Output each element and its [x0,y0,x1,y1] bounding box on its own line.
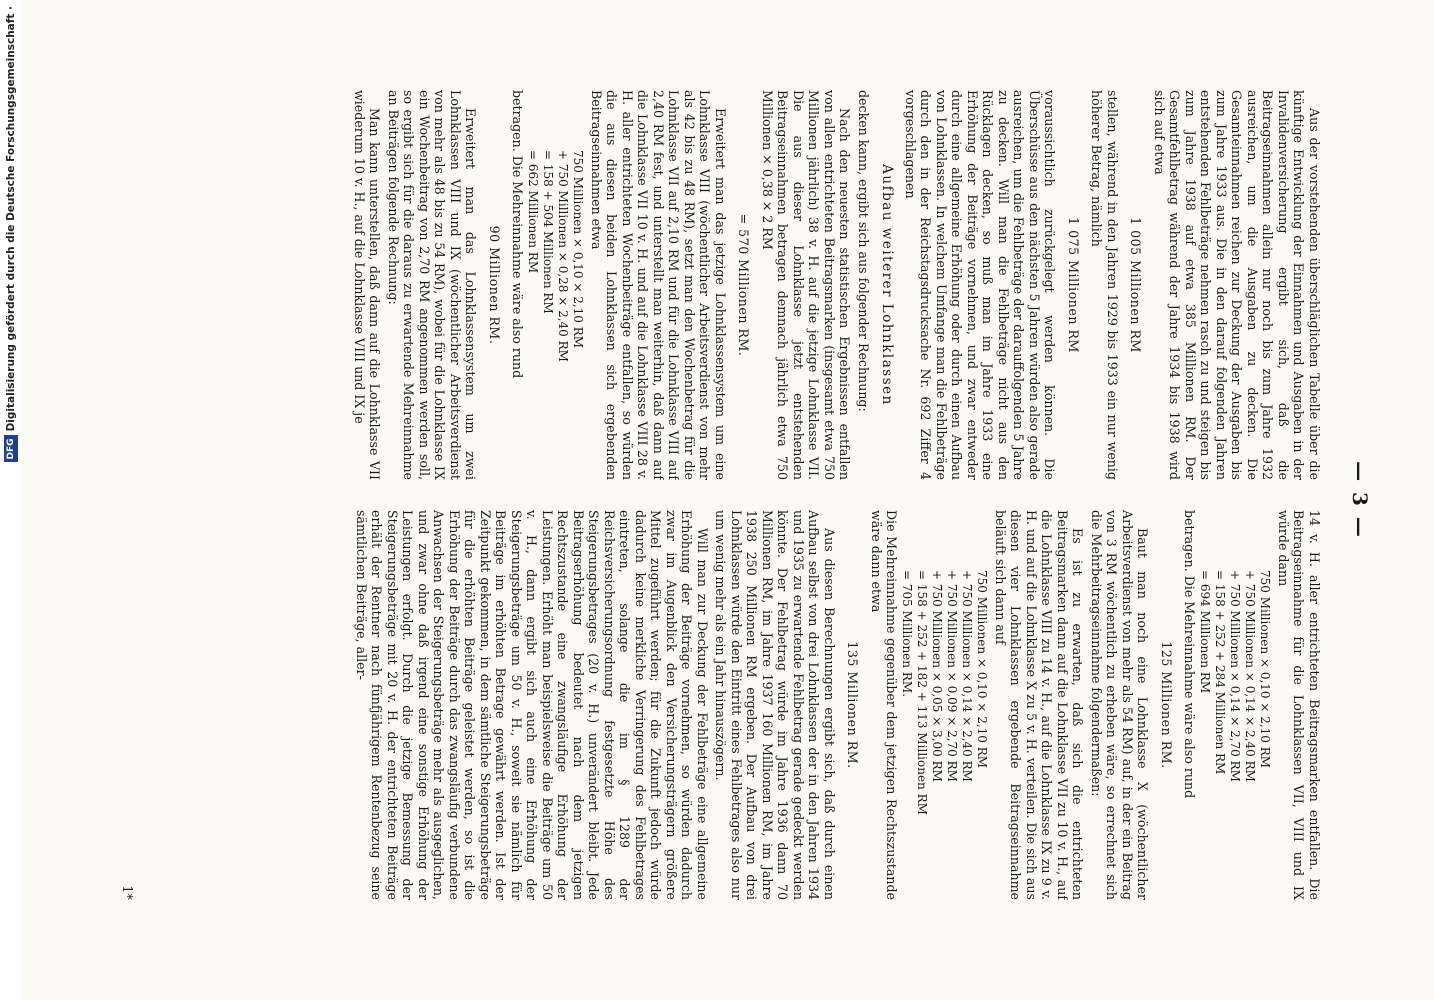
equation-line: = 158 + 252 + 182 + 113 Millionen RM [915,570,930,815]
paragraph: Erweitert man das jetzige Lohnklassensystem um eine Lohnklasse VIII (wöchentlicher Arbeitsverdienst von mehr als 42 bis zu 48 RM), setzt man den Wochenbetrag für die Lohnklasse VII auf 2,10 RM und für die Lohnklasse VIII auf 2,40 RM fest, und unterstellt man weiterhin, daß dann auf die Lohnklasse VII 10 v. H. und auf die Lohnklasse VIII 28 v. H. aller entrichteten Wochenbeiträge entfallen, so würden die aus diesen beiden Lohnklassen sich ergebenden Beitragseinnahmen etwa [589,90,728,480]
paragraph: Nach den neuesten statistischen Ergebnissen entfallen von allen entrichteten Beitragsmarken (insgesamt etwa 750 Millionen jährlich) 38 v. H. auf die jetzige Lohnklasse VII. Die aus dieser Lohnklasse jetzt entstehenden Beitragseinnahmen betragen demnach jährlich etwa 750 Millionen × 0,38 × 2 RM [760,90,853,480]
paragraph: Die Mehreinnahme gegenüber dem jetzigen Rechtszustande wäre dann etwa [869,510,900,900]
credit-strip [0,0,22,1000]
equation-line: = 662 Millionen RM [526,150,541,274]
paragraph: voraussichtlich zurückgelegt werden können. Die Überschüsse aus den nächsten 5 Jahren würden also gerade ausreichen, um die Fehlbeträge der darauffolgenden 5 Jahre zu decken. Will man die Fehlbeträge nicht aus den Rücklagen decken, so muß man im Jahre 1933 eine Erhöhung der Beiträge vornehmen, und zwar entweder durch eine allgemeine Erhöhung oder durch einen Aufbau von Lohnklassen. In welchem Umfange man die Fehlbeträge durch den in der Reichstagsdrucksache Nr. 692 Ziffer 4 vorgeschlagenen [903,90,1058,480]
right-column [172,510,1322,900]
left-column [172,90,1322,480]
signature-mark: 1* [119,885,134,900]
paragraph: Baut man noch eine Lohnklasse X (wöchentlicher Arbeitsverdienst von mehr als 54 RM) auf, in der ein Beitrag von 3 RM wöchentlich zu erheben wäre, so errechnet sich die Mehrbeitragseinnahme folgendermaßen: [1089,510,1151,900]
paragraph: Aus der vorstehenden überschläglichen Tabelle über die künftige Entwicklung der Einnahmen und Ausgaben in der Invalidenversicherung ergibt sich, daß die Beitragseinnahmen allein nur noch bis zum Jahre 1932 ausreichen, um die Ausgaben zu decken. Die Gesamteinnahmen reichen zur Deckung der Ausgaben bis zum Jahre 1933 aus. Die in den darauf folgenden Jahren entstehenden Fehlbeträge nehmen rasch zu und steigen bis zum Jahre 1938 auf etwa 385 Millionen RM. Der Gesamtfehlbetrag während der Jahre 1934 bis 1938 wird sich auf etwa [1152,90,1322,480]
equation-line: + 750 Millionen × 0,28 × 2,40 RM [556,150,571,362]
equation-line: = 158 + 504 Millionen RM [541,150,556,314]
page-number: — 3 — [1348,461,1372,539]
amount: 135 Millionen RM. [845,641,861,769]
equation-block [526,90,586,480]
equation-line: = 705 Millionen RM. [900,570,915,697]
equation-line: + 750 Millionen × 0,09 × 2,70 RM [945,570,960,782]
equation-line: = 158 + 252 + 284 Millionen RM [1213,570,1228,775]
equation-block [1198,510,1273,900]
equation-block [900,510,990,900]
paragraph: Es ist zu erwarten, daß sich die entrichteten Beitragsmarken dann auf die Lohnklasse VII zu 10 v. H., auf die Lohnklasse VIII zu 14 v. H., auf die Lohnklasse IX zu 9 v. H. und auf die Lohnklasse X zu 5 v. H. verteilen. Die sich aus diesen vier Lohnklassen ergebende Beitragseinnahme beläuft sich dann auf [993,510,1086,900]
paragraph: stellen, während in den Jahren 1929 bis 1933 ein nur wenig höherer Betrag, nämlich [1089,90,1120,480]
paragraph: decken kann, ergibt sich aus folgender Rechnung: [856,90,871,412]
equation-line: + 750 Millionen × 0,14 × 2,40 RM [1243,570,1258,782]
amount: = 570 Millionen RM. [736,213,752,357]
dfg-logo-icon: DFG [4,435,18,462]
equation-line: 750 Millionen × 0,10 × 2,10 RM [1258,570,1273,769]
equation-line: + 750 Millionen × 0,14 × 2,70 RM [1228,570,1243,782]
paragraph: Man kann unterstellen, daß dann auf die Lohnklasse VII wiederum 10 v. H., auf die Lohnklasse VIII und IX je [352,90,383,480]
equation-line: = 694 Millionen RM [1198,570,1213,694]
equation-line: + 750 Millionen × 0,05 × 3,00 RM [930,570,945,782]
amount: 1 005 Millionen RM [1128,217,1144,353]
amount: 125 Millionen RM. [1159,641,1174,769]
section-heading: Aufbau weiterer Lohnklassen [879,164,896,406]
equation-line: + 750 Millionen × 0,14 × 2,40 RM [960,570,975,782]
paragraph: 14 v. H. aller entrichteten Beitragsmarken entfallen. Die Beitragseinnahme für die Lohnklassen VII, VIII und IX würde dann [1276,510,1322,900]
paragraph: Erweitert man das Lohnklassensystem um zwei Lohnklassen VIII und IX (wöchentlicher Arbeitsverdienst von mehr als 48 bis zu 54 RM), wobei für die Lohnklasse IX ein Wochenbeitrag von 2,70 RM angenommen werden soll, so ergibt sich für die daraus zu erwartende Mehreinnahme an Beiträgen folgende Rechnung: [386,90,479,480]
paragraph: Will man zur Deckung der Fehlbeträge eine allgemeine Erhöhung der Beiträge vornehmen, so würden dadurch zwar im Augenblick den Versicherungsträgern größere Mittel zugeführt werden; für die Zukunft jedoch würde dadurch keine merkliche Verringerung des Fehlbetrages eintreten, solange die im § 1289 der Reichsversicherungsordnung festgesetzte Höhe des Steigerungsbetrages (20 v. H.) unverändert bleibt. Jede Beitragserhöhung bedeutet nach dem jetzigen Rechtszustande eine zwangsläufige Erhöhung der Leistungen. Erhöht man beispielsweise die Beiträge um 50 v. H., dann ergibt sich auch eine Erhöhung der Steigerungsbeträge um 50 v. H., soweit sie nämlich für Beiträge im erhöhten Betrage gewährt werden. Ist der Zeitpunkt gekommen, in dem sämtliche Steigerungsbeträge für die erhöhten Beiträge geleistet werden, so ist die Erhöhung der Beiträge durch das zwangsläufig verbundene Anwachsen der Steigerungsbeträge mehr als ausgeglichen, und zwar ohne daß irgend eine sonstige Erhöhung der Leistungen erfolgt. Durch die jetzige Bemessung der Steigerungsbeträge mit 20 v. H. der entrichteten Beiträge erhält der Rentner nach fünfjährigem Rentenbezug seine sämtlichen Beiträge, aller- [354,510,710,900]
paragraph: Aus diesen Berechnungen ergibt sich, daß durch einen Aufbau selbst von drei Lohnklassen der in den Jahren 1934 und 1935 zu erwartende Fehlbetrag gerade gedeckt werden könnte. Der Fehlbetrag würde im Jahre 1936 dann 70 Millionen RM, im Jahre 1937 160 Millionen RM, im Jahre 1938 250 Millionen RM ergeben. Der Aufbau von drei Lohnklassen würde den Eintritt eines Fehlbetrages also nur um wenig mehr als ein Jahr hinauszögern. [713,510,837,900]
amount: 90 Millionen RM. [487,225,502,345]
equation-line: 750 Millionen × 0,10 × 2,10 RM [571,150,586,349]
paragraph: betragen. Die Mehreinnahme wäre also rund [510,90,526,379]
credit-line [0,0,22,1000]
equation-line: 750 Millionen × 0,10 × 2,10 RM [975,570,990,769]
paragraph: betragen. Die Mehreinnahme wäre also rund [1182,510,1198,799]
credit-text: Digitalisierung gefördert durch die Deutsche Forschungsgemeinschaft · [5,6,17,432]
amount: 1 075 Millionen RM [1066,217,1081,353]
